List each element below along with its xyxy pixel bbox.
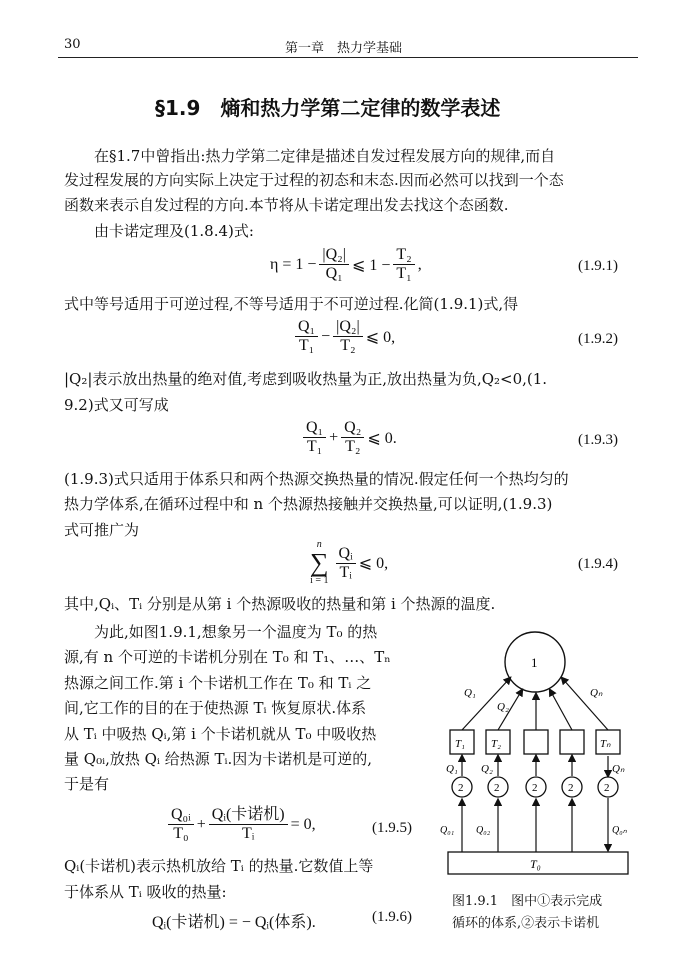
fraction xyxy=(209,806,288,843)
equation-number: (1.9.5) xyxy=(372,820,412,836)
paragraph-line: 从 Tᵢ 中吸热 Qᵢ,第 i 个卡诺机就从 T₀ 中吸收热 xyxy=(64,725,377,743)
figure-caption: 图1.9.1 图中①表示完成 xyxy=(452,894,603,909)
sum-lower: i = 1 xyxy=(310,575,329,586)
denominator: T₁ xyxy=(298,337,315,354)
equation-1-9-5 xyxy=(165,806,316,843)
numerator: Q₀ᵢ xyxy=(168,806,194,825)
paragraph-line: 其中,Qᵢ、Tᵢ 分别是从第 i 个热源吸收的热量和第 i 个热源的温度. xyxy=(64,595,496,613)
eq-relation: ⩽ 1 − xyxy=(351,256,391,274)
paragraph-line: 热源之间工作.第 i 个卡诺机工作在 T₀ 和 Tᵢ 之 xyxy=(64,674,372,692)
paragraph-line: 为此,如图1.9.1,想象另一个温度为 T₀ 的热 xyxy=(94,623,378,641)
reservoir-t0-label: T₀ xyxy=(530,857,541,871)
engine-label: 2 xyxy=(532,782,538,794)
equation-number: (1.9.4) xyxy=(578,556,618,572)
fraction xyxy=(168,806,194,843)
fraction xyxy=(333,318,363,355)
eq-operator: + xyxy=(329,428,339,446)
denominator: T₁ xyxy=(306,438,323,455)
paragraph-line: 函数来表示自发过程的方向.本节将从卡诺定理出发去找这个态函数. xyxy=(64,196,509,214)
paragraph-line: (1.9.3)式只适用于体系只和两个热源交换热量的情况.假定任何一个热均匀的 xyxy=(64,470,569,488)
eq-tail: ⩽ 0, xyxy=(358,555,389,572)
running-header: 第一章 热力学基础 xyxy=(285,41,403,56)
paragraph-line: Qᵢ(卡诺机)表示热机放给 Tᵢ 的热量.它数值上等 xyxy=(64,857,374,875)
figure-1-9-1 xyxy=(440,620,640,880)
eq-tail: = 0, xyxy=(290,815,316,833)
sum-upper: n xyxy=(316,539,322,550)
denominator: Tᵢ xyxy=(339,563,352,581)
equation-1-9-4 xyxy=(310,540,388,586)
paragraph-line: 于是有 xyxy=(64,775,110,793)
paragraph-line: 间,它工作的目的在于使热源 Tᵢ 恢复原状.体系 xyxy=(64,699,367,717)
numerator: Q₁ xyxy=(303,419,326,438)
eq-operator: − xyxy=(321,327,331,345)
reservoir-box xyxy=(524,730,548,754)
equation-1-9-1 xyxy=(270,246,422,283)
fraction xyxy=(341,419,364,456)
fraction xyxy=(393,246,414,283)
paragraph-line: 9.2)式又可写成 xyxy=(64,396,169,414)
reservoir-label: T₂ xyxy=(491,738,501,750)
section-title: §1.9 熵和热力学第二定律的数学表述 xyxy=(155,96,501,120)
q-label: Q₀₁ xyxy=(440,825,455,836)
sum-sign: ∑ xyxy=(310,548,329,577)
numerator: Q₁ xyxy=(295,318,318,337)
denominator: T₁ xyxy=(396,265,412,282)
eq-operator: + xyxy=(196,815,206,833)
fraction xyxy=(295,318,318,355)
denominator: Tᵢ xyxy=(242,825,255,842)
q-label: Q₁ xyxy=(446,763,458,775)
paragraph-line: 于体系从 Tᵢ 吸收的热量: xyxy=(64,883,227,901)
reservoir-label: Tₙ xyxy=(600,738,611,750)
q-label: Q₀₂ xyxy=(476,825,491,836)
numerator: T₂ xyxy=(393,246,414,265)
eq-tail: , xyxy=(417,255,422,273)
equation-1-9-3 xyxy=(300,419,397,456)
paragraph-line: 源,有 n 个可逆的卡诺机分别在 T₀ 和 T₁、…、Tₙ xyxy=(64,648,391,666)
equation-number: (1.9.3) xyxy=(578,432,618,448)
engine-label: 2 xyxy=(604,782,610,794)
paragraph-line: 式中等号适用于可逆过程,不等号适用于不可逆过程.化简(1.9.1)式,得 xyxy=(64,295,519,313)
summation xyxy=(310,540,329,586)
denominator: T₀ xyxy=(173,825,189,842)
figure-caption: 循环的体系,②表示卡诺机 xyxy=(452,916,600,931)
numerator: Qᵢ(卡诺机) xyxy=(209,806,288,825)
engine-label: 2 xyxy=(494,782,500,794)
fraction xyxy=(319,246,349,283)
equation-1-9-2 xyxy=(292,318,395,355)
paragraph-line: 式可推广为 xyxy=(64,521,140,539)
q-label: Q₂ xyxy=(481,763,493,775)
paragraph-line: 热力学体系,在循环过程中和 n 个热源热接触并交换热量,可以证明,(1.9.3) xyxy=(64,495,553,513)
equation-1-9-6: Qᵢ(卡诺机) = − Qᵢ(体系). xyxy=(152,914,316,931)
eq-tail: ⩽ 0. xyxy=(367,429,397,447)
equation-number: (1.9.6) xyxy=(372,909,412,925)
fraction xyxy=(303,419,326,456)
engine-label: 2 xyxy=(458,782,464,794)
header-rule xyxy=(58,57,638,58)
denominator: T₂ xyxy=(340,337,356,354)
numerator: |Q₂| xyxy=(319,246,349,265)
paragraph-line: 发过程发展的方向实际上决定于过程的初态和末态.因而必然可以找到一个态 xyxy=(64,171,564,189)
heat-line xyxy=(550,690,572,730)
heat-line xyxy=(562,678,608,730)
numerator: Qᵢ xyxy=(336,545,356,564)
equation-number: (1.9.2) xyxy=(578,331,618,347)
paragraph-line: 量 Q₀ᵢ,放热 Qᵢ 给热源 Tᵢ.因为卡诺机是可逆的, xyxy=(64,750,373,768)
system-label: 1 xyxy=(531,655,538,670)
page-number: 30 xyxy=(64,37,81,52)
reservoir-box xyxy=(560,730,584,754)
engine-label: 2 xyxy=(568,782,574,794)
numerator: Q₂ xyxy=(341,419,364,438)
fraction xyxy=(336,545,356,582)
denominator: T₂ xyxy=(345,438,361,455)
paragraph-line: 由卡诺定理及(1.8.4)式: xyxy=(94,222,254,240)
eq-lhs: η = 1 − xyxy=(270,255,317,273)
numerator: |Q₂| xyxy=(333,318,363,337)
q-label: Q₁ xyxy=(464,687,476,699)
q-label: Qₙ xyxy=(590,687,603,699)
q-label: Q₂ xyxy=(497,701,509,713)
q-label: Q₀ₙ xyxy=(612,825,627,836)
denominator: Q₁ xyxy=(325,265,343,282)
paragraph-line: 在§1.7中曾指出:热力学第二定律是描述自发过程发展方向的规律,而自 xyxy=(94,147,556,165)
eq-tail: ⩽ 0, xyxy=(365,328,396,346)
q-label: Qₙ xyxy=(612,763,625,775)
equation-number: (1.9.1) xyxy=(578,258,618,274)
reservoir-label: T₁ xyxy=(455,738,465,750)
paragraph-line: |Q₂|表示放出热量的绝对值,考虑到吸收热量为正,放出热量为负,Q₂<0,(1. xyxy=(64,370,548,388)
